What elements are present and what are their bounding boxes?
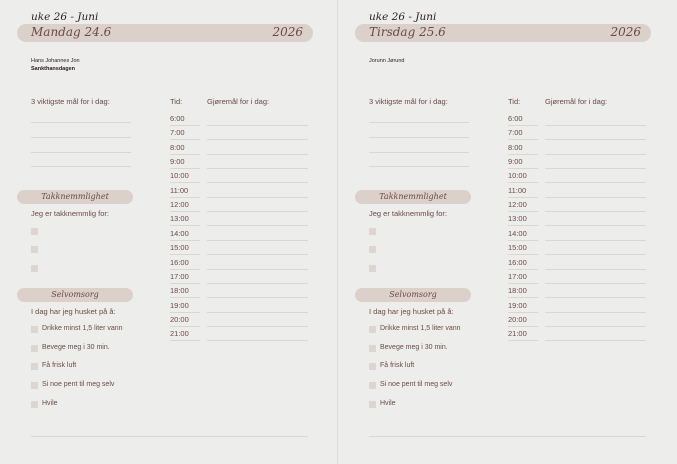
time-slot-label: 18:00 bbox=[508, 286, 527, 296]
todo-line[interactable] bbox=[207, 240, 308, 241]
todo-line[interactable] bbox=[545, 297, 646, 298]
selfcare-item-label: Hvile bbox=[42, 400, 58, 407]
todo-line[interactable] bbox=[207, 297, 308, 298]
gratitude-title: Takknemmlighet bbox=[379, 192, 447, 201]
time-slot-line bbox=[170, 211, 200, 212]
selfcare-item-label: Bevege meg i 30 min. bbox=[380, 344, 448, 351]
selfcare-item-label: Drikke minst 1,5 liter vann bbox=[42, 325, 123, 332]
time-slot-line bbox=[170, 326, 200, 327]
time-slot-label: 8:00 bbox=[508, 142, 523, 152]
time-slot-label: 17:00 bbox=[170, 271, 189, 281]
todo-column-title: Gjøremål for i dag: bbox=[207, 97, 270, 106]
todo-line[interactable] bbox=[545, 197, 646, 198]
selfcare-checkbox[interactable] bbox=[31, 326, 38, 333]
goals-title: 3 viktigste mål for i dag: bbox=[31, 97, 110, 106]
selfcare-checkbox[interactable] bbox=[369, 345, 376, 352]
time-slot-line bbox=[170, 154, 200, 155]
todo-line[interactable] bbox=[545, 225, 646, 226]
todo-line[interactable] bbox=[207, 125, 308, 126]
time-slot-label: 14:00 bbox=[508, 228, 527, 238]
time-slot-line bbox=[508, 254, 538, 255]
time-slot-line bbox=[170, 283, 200, 284]
goal-line-4[interactable] bbox=[31, 166, 131, 167]
goal-line-1[interactable] bbox=[31, 122, 131, 123]
selfcare-checkbox[interactable] bbox=[369, 382, 376, 389]
time-slot-label: 9:00 bbox=[170, 157, 185, 167]
selfcare-item-label: Si noe pent til meg selv bbox=[42, 381, 115, 388]
selfcare-header bbox=[17, 288, 133, 302]
selfcare-subtitle: I dag har jeg husket på å: bbox=[369, 307, 454, 316]
time-slot-label: 21:00 bbox=[508, 329, 527, 339]
time-slot-line bbox=[508, 225, 538, 226]
gratitude-checkbox[interactable] bbox=[31, 246, 38, 253]
time-slot-line bbox=[508, 326, 538, 327]
time-slot-line bbox=[170, 168, 200, 169]
todo-line[interactable] bbox=[207, 312, 308, 313]
time-slot-label: 12:00 bbox=[508, 200, 527, 210]
todo-line[interactable] bbox=[207, 225, 308, 226]
time-slot-label: 7:00 bbox=[170, 128, 185, 138]
selfcare-item-label: Drikke minst 1,5 liter vann bbox=[380, 325, 461, 332]
time-slot-label: 21:00 bbox=[170, 329, 189, 339]
selfcare-item-label: Bevege meg i 30 min. bbox=[42, 344, 110, 351]
time-slot-label: 14:00 bbox=[170, 228, 189, 238]
name-days bbox=[31, 57, 80, 73]
todo-line[interactable] bbox=[207, 254, 308, 255]
date-label: Tirsdag 25.6 bbox=[369, 25, 446, 39]
selfcare-item-label: Få frisk luft bbox=[42, 362, 77, 369]
time-slot-line bbox=[508, 297, 538, 298]
goal-line-3[interactable] bbox=[31, 152, 131, 153]
time-slot-label: 20:00 bbox=[508, 314, 527, 324]
time-slot-line bbox=[170, 125, 200, 126]
time-slot-label: 8:00 bbox=[170, 142, 185, 152]
todo-line[interactable] bbox=[545, 340, 646, 341]
time-slot-label: 6:00 bbox=[170, 114, 185, 123]
time-slot-label: 20:00 bbox=[170, 314, 189, 324]
gratitude-checkbox[interactable] bbox=[369, 265, 376, 272]
time-slot-line bbox=[170, 197, 200, 198]
time-slot-label: 9:00 bbox=[508, 157, 523, 167]
goal-line-1[interactable] bbox=[369, 122, 469, 123]
planner-page-tuesday bbox=[338, 0, 676, 464]
selfcare-header bbox=[355, 288, 471, 302]
date-header-bar bbox=[355, 24, 651, 42]
goal-line-2[interactable] bbox=[369, 137, 469, 138]
todo-line[interactable] bbox=[545, 182, 646, 183]
gratitude-header bbox=[355, 190, 471, 204]
goal-line-3[interactable] bbox=[369, 152, 469, 153]
todo-line[interactable] bbox=[545, 283, 646, 284]
time-slot-line bbox=[508, 182, 538, 183]
selfcare-checkbox[interactable] bbox=[31, 401, 38, 408]
name-day-line: Hans Johannes Jon bbox=[31, 58, 80, 64]
selfcare-title: Selvomsorg bbox=[51, 290, 99, 299]
todo-line[interactable] bbox=[545, 125, 646, 126]
time-slot-label: 16:00 bbox=[508, 257, 527, 267]
gratitude-subtitle: Jeg er takknemmlig for: bbox=[31, 209, 109, 218]
todo-line[interactable] bbox=[207, 326, 308, 327]
todo-line[interactable] bbox=[545, 312, 646, 313]
todo-line[interactable] bbox=[207, 139, 308, 140]
gratitude-checkbox[interactable] bbox=[31, 265, 38, 272]
todo-line[interactable] bbox=[207, 340, 308, 341]
time-column-title: Tid: bbox=[508, 97, 521, 106]
time-slot-label: 6:00 bbox=[508, 114, 523, 123]
name-day-line: Sankthansdagen bbox=[31, 66, 76, 72]
date-header-bar bbox=[17, 24, 313, 42]
gratitude-subtitle: Jeg er takknemmlig for: bbox=[369, 209, 447, 218]
goal-line-2[interactable] bbox=[31, 137, 131, 138]
selfcare-checkbox[interactable] bbox=[369, 363, 376, 370]
bottom-rule bbox=[31, 436, 308, 437]
gratitude-checkbox[interactable] bbox=[31, 228, 38, 235]
time-slot-label: 10:00 bbox=[170, 171, 189, 181]
name-day-line: Jorunn Jørund bbox=[369, 58, 405, 64]
time-slot-label: 18:00 bbox=[170, 286, 189, 296]
name-days bbox=[369, 57, 404, 65]
goal-line-4[interactable] bbox=[369, 166, 469, 167]
selfcare-checkbox[interactable] bbox=[369, 326, 376, 333]
year-label: 2026 bbox=[272, 25, 303, 39]
time-slot-line bbox=[170, 182, 200, 183]
time-slot-line bbox=[508, 139, 538, 140]
time-slot-label: 11:00 bbox=[170, 185, 189, 195]
time-slot-line bbox=[508, 125, 538, 126]
gratitude-checkbox[interactable] bbox=[369, 228, 376, 235]
time-slot-line bbox=[508, 168, 538, 169]
todo-line[interactable] bbox=[207, 211, 308, 212]
todo-line[interactable] bbox=[545, 211, 646, 212]
selfcare-checkbox[interactable] bbox=[369, 401, 376, 408]
time-slot-line bbox=[170, 312, 200, 313]
selfcare-checkbox[interactable] bbox=[31, 363, 38, 370]
todo-line[interactable] bbox=[545, 154, 646, 155]
time-slot-label: 19:00 bbox=[508, 300, 527, 310]
gratitude-checkbox[interactable] bbox=[369, 246, 376, 253]
todo-line[interactable] bbox=[545, 240, 646, 241]
selfcare-checkbox[interactable] bbox=[31, 382, 38, 389]
time-slot-label: 13:00 bbox=[170, 214, 189, 224]
time-slot-label: 15:00 bbox=[508, 243, 527, 253]
gratitude-header bbox=[17, 190, 133, 204]
selfcare-checkbox[interactable] bbox=[31, 345, 38, 352]
time-slot-line bbox=[508, 340, 538, 341]
year-label: 2026 bbox=[610, 25, 641, 39]
time-slot-line bbox=[170, 254, 200, 255]
time-slot-line bbox=[508, 211, 538, 212]
selfcare-title: Selvomsorg bbox=[389, 290, 437, 299]
time-slot-line bbox=[508, 154, 538, 155]
selfcare-item-label: Si noe pent til meg selv bbox=[380, 381, 453, 388]
time-slot-line bbox=[508, 240, 538, 241]
todo-column-title: Gjøremål for i dag: bbox=[545, 97, 608, 106]
time-slot-line bbox=[508, 197, 538, 198]
time-slot-line bbox=[170, 269, 200, 270]
todo-line[interactable] bbox=[207, 283, 308, 284]
time-slot-line bbox=[170, 139, 200, 140]
time-slot-line bbox=[508, 283, 538, 284]
time-slot-label: 11:00 bbox=[508, 185, 527, 195]
time-slot-line bbox=[170, 340, 200, 341]
gratitude-title: Takknemmlighet bbox=[41, 192, 109, 201]
time-slot-label: 12:00 bbox=[170, 200, 189, 210]
time-slot-line bbox=[170, 225, 200, 226]
planner-page-monday bbox=[0, 0, 338, 464]
selfcare-item-label: Få frisk luft bbox=[380, 362, 415, 369]
time-slot-line bbox=[170, 240, 200, 241]
time-slot-label: 17:00 bbox=[508, 271, 527, 281]
selfcare-subtitle: I dag har jeg husket på å: bbox=[31, 307, 116, 316]
time-slot-line bbox=[508, 269, 538, 270]
time-slot-label: 19:00 bbox=[170, 300, 189, 310]
selfcare-item-label: Hvile bbox=[380, 400, 396, 407]
time-slot-line bbox=[170, 297, 200, 298]
time-column-title: Tid: bbox=[170, 97, 183, 106]
todo-line[interactable] bbox=[545, 254, 646, 255]
todo-line[interactable] bbox=[545, 326, 646, 327]
todo-line[interactable] bbox=[545, 139, 646, 140]
todo-line[interactable] bbox=[207, 154, 308, 155]
todo-line[interactable] bbox=[207, 182, 308, 183]
week-label: uke 26 - Juni bbox=[31, 11, 99, 23]
todo-line[interactable] bbox=[545, 269, 646, 270]
todo-line[interactable] bbox=[207, 168, 308, 169]
time-slot-label: 15:00 bbox=[170, 243, 189, 253]
bottom-rule bbox=[369, 436, 646, 437]
goals-title: 3 viktigste mål for i dag: bbox=[369, 97, 448, 106]
time-slot-label: 16:00 bbox=[170, 257, 189, 267]
time-slot-label: 7:00 bbox=[508, 128, 523, 138]
todo-line[interactable] bbox=[207, 269, 308, 270]
time-slot-line bbox=[508, 312, 538, 313]
todo-line[interactable] bbox=[207, 197, 308, 198]
time-slot-label: 13:00 bbox=[508, 214, 527, 224]
week-label: uke 26 - Juni bbox=[369, 11, 437, 23]
time-slot-label: 10:00 bbox=[508, 171, 527, 181]
todo-line[interactable] bbox=[545, 168, 646, 169]
date-label: Mandag 24.6 bbox=[31, 25, 112, 39]
